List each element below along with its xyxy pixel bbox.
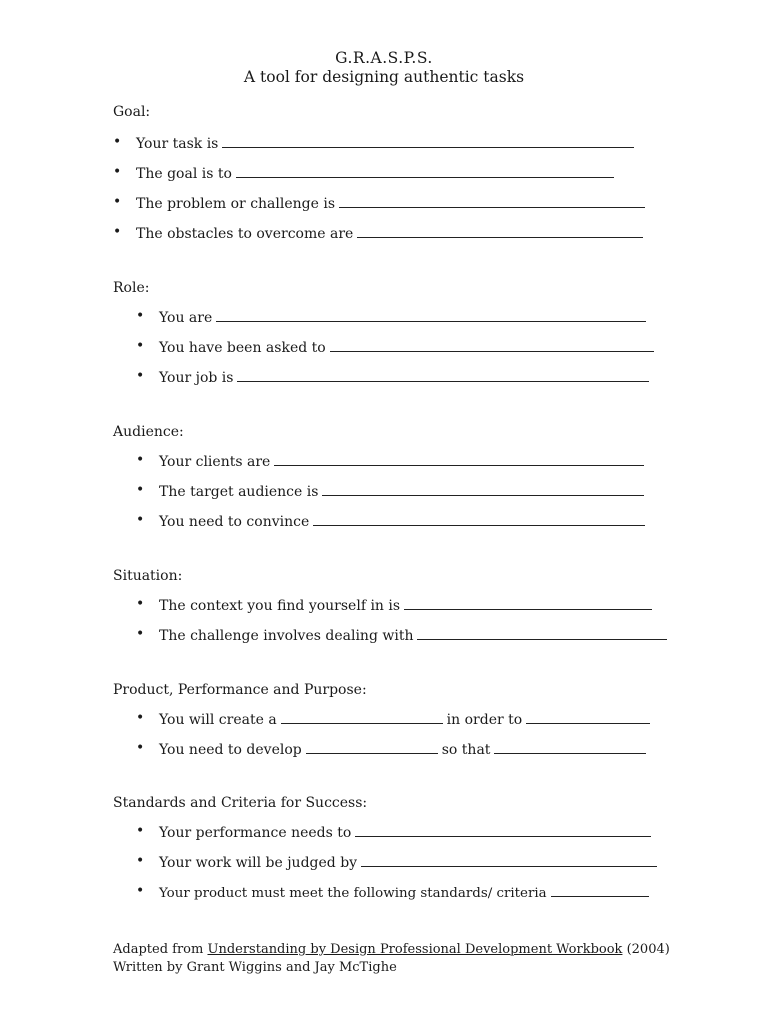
item-label: The problem or challenge is <box>136 196 336 212</box>
bullet: • <box>113 134 122 150</box>
item-label: Your clients are <box>159 454 271 470</box>
bullet: • <box>113 224 122 240</box>
situation-item <box>159 625 667 645</box>
item-connector: so that <box>441 742 491 758</box>
answer-blank <box>355 822 651 837</box>
item-label: You are <box>159 310 213 326</box>
goal-item <box>136 193 645 213</box>
item-label: The context you find yourself in is <box>159 598 401 614</box>
item-label: You will create a <box>159 712 277 728</box>
role-item <box>159 367 649 387</box>
bullet: • <box>113 194 122 210</box>
bullet: • <box>136 482 145 498</box>
standards-item <box>159 822 651 842</box>
situation-heading: Situation: <box>113 568 183 584</box>
answer-blank <box>306 739 438 754</box>
product-item <box>159 709 650 729</box>
answer-blank <box>313 511 645 526</box>
bullet: • <box>136 740 145 756</box>
bullet: • <box>136 823 145 839</box>
product-heading: Product, Performance and Purpose: <box>113 682 367 698</box>
item-label: Your task is <box>136 136 219 152</box>
answer-blank <box>361 852 657 867</box>
answer-blank <box>330 337 654 352</box>
page-title-line1: G.R.A.S.P.S. <box>335 49 433 67</box>
item-label: Your work will be judged by <box>159 855 358 871</box>
audience-item <box>159 481 644 501</box>
standards-item <box>159 882 649 903</box>
goal-item <box>136 163 614 183</box>
bullet: • <box>136 452 145 468</box>
book-title: Understanding by Design Professional Development Workbook <box>207 942 623 957</box>
item-label: The target audience is <box>159 484 319 500</box>
standards-item <box>159 852 657 872</box>
item-label: You need to convince <box>159 514 310 530</box>
item-label: You need to develop <box>159 742 302 758</box>
answer-blank <box>237 367 649 382</box>
answer-blank <box>404 595 652 610</box>
audience-heading: Audience: <box>113 424 184 440</box>
item-label: The goal is to <box>136 166 232 182</box>
product-item <box>159 739 646 759</box>
bullet: • <box>136 710 145 726</box>
answer-blank <box>339 193 645 208</box>
standards-heading: Standards and Criteria for Success: <box>113 795 368 811</box>
situation-item <box>159 595 652 615</box>
answer-blank <box>357 223 643 238</box>
goal-heading: Goal: <box>113 104 151 120</box>
answer-blank <box>417 625 667 640</box>
role-heading: Role: <box>113 280 150 296</box>
answer-blank <box>216 307 646 322</box>
answer-blank <box>274 451 644 466</box>
answer-blank <box>222 133 634 148</box>
answer-blank <box>551 882 649 897</box>
item-label: Your job is <box>159 370 234 386</box>
bullet: • <box>136 853 145 869</box>
bullet: • <box>136 596 145 612</box>
answer-blank <box>494 739 646 754</box>
footer-prefix: Adapted from <box>113 942 204 957</box>
goal-item <box>136 223 643 243</box>
item-label: The obstacles to overcome are <box>136 226 354 242</box>
role-item <box>159 337 654 357</box>
audience-item <box>159 451 644 471</box>
answer-blank <box>322 481 644 496</box>
page-title-line2: A tool for designing authentic tasks <box>243 68 525 86</box>
item-label: Your performance needs to <box>159 825 352 841</box>
item-label: The challenge involves dealing with <box>159 628 414 644</box>
bullet: • <box>136 883 145 899</box>
item-label: You have been asked to <box>159 340 326 356</box>
footer-authors: Written by Grant Wiggins and Jay McTighe <box>113 960 397 975</box>
answer-blank <box>526 709 650 724</box>
answer-blank <box>236 163 614 178</box>
role-item <box>159 307 646 327</box>
bullet: • <box>136 512 145 528</box>
audience-item <box>159 511 645 531</box>
goal-item <box>136 133 634 153</box>
item-connector: in order to <box>446 712 523 728</box>
bullet: • <box>136 626 145 642</box>
item-label: Your product must meet the following standards/ criteria <box>159 886 547 901</box>
footer-citation <box>113 941 670 959</box>
bullet: • <box>136 368 145 384</box>
bullet: • <box>136 338 145 354</box>
bullet: • <box>136 308 145 324</box>
footer-year: (2004) <box>626 942 670 957</box>
answer-blank <box>281 709 443 724</box>
bullet: • <box>113 164 122 180</box>
